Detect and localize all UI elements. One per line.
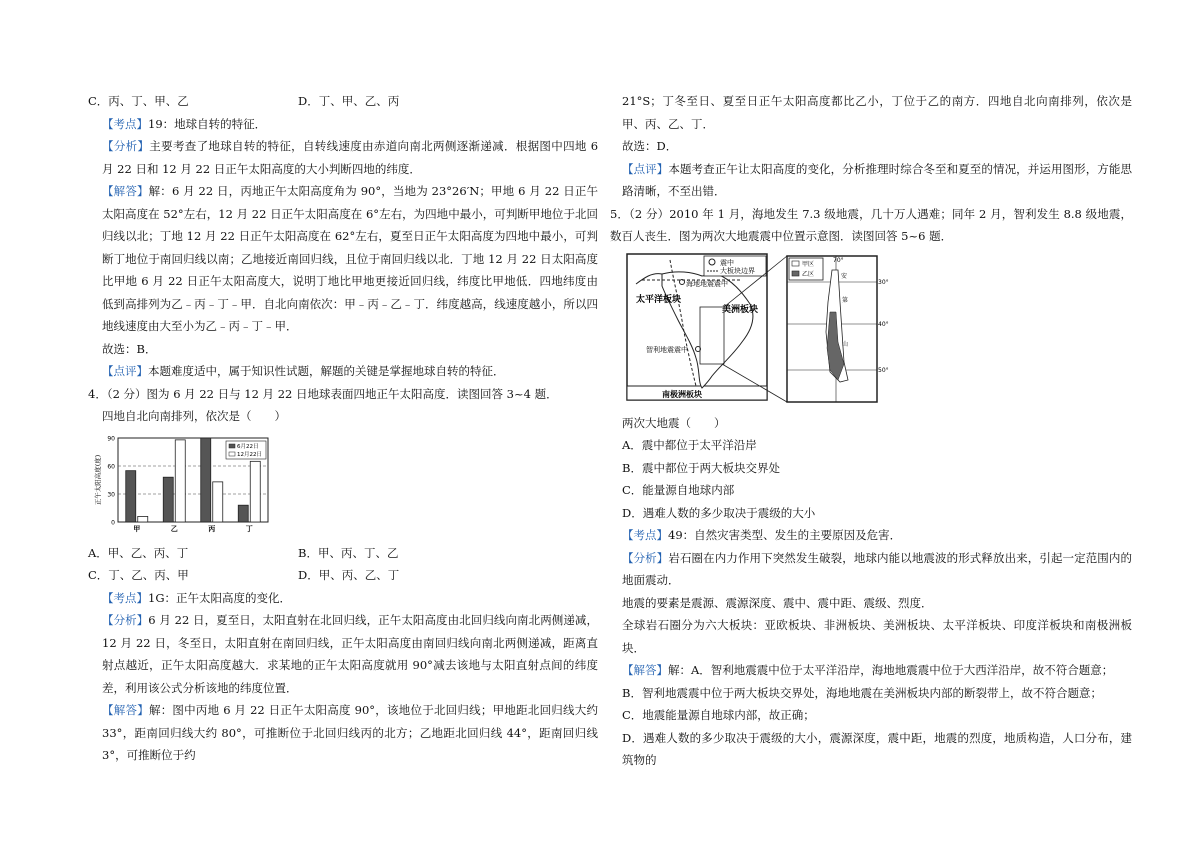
sun-height-chart xyxy=(88,432,598,538)
x-category-label: 甲 xyxy=(133,524,141,533)
q4-options-ab xyxy=(88,542,598,565)
bar-dec xyxy=(175,439,185,521)
q4-stem: 4．（2 分）图为 6 月 22 日与 12 月 22 日地球表面四地正午太阳高度．读图回答 3~4 题． xyxy=(88,386,558,401)
antarctic-plate-label: 南极洲板块 xyxy=(662,389,702,399)
fenxi-tag: 【分析】 xyxy=(102,613,149,627)
kaodian-text: 1G：正午太阳高度的变化． xyxy=(148,590,292,605)
zone-b-legend-icon xyxy=(792,271,799,276)
earthquake-map-svg xyxy=(622,252,982,406)
left-column xyxy=(88,90,598,767)
q4-subquestion: 四地自北向南排列，依次是（ ） xyxy=(102,409,286,423)
q3-option-c[interactable]: C．丙、丁、甲、乙 xyxy=(88,94,189,108)
legend-zone-a: 甲区 xyxy=(802,260,815,268)
dianping-text: 本题考查正午让太阳高度的变化，分析推理时综合冬至和夏至的情况，并运用图形，方能思路清晰，不至出错． xyxy=(622,161,1132,198)
q5-jieda-d: D．遇难人数的多少取决于震级的大小，震源深度，震中距，地震的烈度，地质构造，人口分布，建筑物的 xyxy=(622,730,1132,767)
dianping-tag: 【点评】 xyxy=(622,161,669,176)
y-tick-label: 0 xyxy=(111,519,115,526)
jieda-tag: 【解答】 xyxy=(622,663,668,677)
legend-swatch xyxy=(229,444,235,448)
y-axis-label: 正午太阳高度(度) xyxy=(94,454,102,505)
fenxi-tag: 【分析】 xyxy=(622,550,669,565)
x-category-label: 丁 xyxy=(245,524,253,533)
bar-june xyxy=(201,438,211,522)
q3-fenxi xyxy=(88,135,598,180)
fenxi-tag: 【分析】 xyxy=(102,139,150,153)
jieda-tag: 【解答】 xyxy=(102,703,149,717)
haiti-epicenter-label: 海地地震震中 xyxy=(686,279,728,288)
legend-zone-b: 乙区 xyxy=(802,270,815,278)
fenxi-text: 岩石圈在内力作用下突然发生破裂，地球内能以地震波的形式释放出来，引起一定范围内的地面震动． xyxy=(622,550,1132,587)
bar-june xyxy=(238,505,248,522)
lat-40-label: 40° xyxy=(878,320,889,328)
place-label-shan: 山 xyxy=(842,340,849,348)
place-label-an: 安 xyxy=(841,272,848,280)
kaodian-tag: 【考点】 xyxy=(102,116,148,131)
q4-option-a[interactable]: A．甲、乙、丙、丁 xyxy=(88,545,189,560)
bar-dec xyxy=(250,461,260,522)
place-label-di: 第 xyxy=(842,296,849,304)
fenxi-text: 主要考查了地球自转的特征，自转线速度由赤道向南北两侧逐渐递减．根据图中四地 6 月 22 日和 12 月 22 日正午太阳高度的大小判断四地的纬度． xyxy=(102,139,599,176)
q4-jieda xyxy=(88,699,598,767)
dianping-tag: 【点评】 xyxy=(102,364,148,378)
q5-option-d[interactable]: D．遇难人数的多少取决于震级的大小 xyxy=(622,505,816,520)
q4-options-cd xyxy=(88,564,598,587)
q4-jieda-continued: 21°S；丁冬至日、夏至日正午太阳高度都比乙小，丁位于乙的南方．四地自北向南排列，依次是甲、丙、乙、丁． xyxy=(622,94,1132,131)
jieda-text: 解：A．智利地震震中位于太平洋沿岸，海地地震震中位于大西洋沿岸，故不符合题意； xyxy=(668,663,1114,677)
q4-option-b[interactable]: B．甲、丙、丁、乙 xyxy=(298,545,399,560)
jieda-tag: 【解答】 xyxy=(102,184,149,198)
legend-entry: 6月22日 xyxy=(237,443,259,450)
lat-30-label: 30° xyxy=(878,278,889,286)
q5-fenxi xyxy=(622,547,1132,592)
x-category-label: 乙 xyxy=(170,524,178,533)
q4-option-d[interactable]: D．甲、丙、乙、丁 xyxy=(298,568,400,582)
lon-70-label: 70° xyxy=(833,256,844,264)
q5-subquestion: 两次大地震（ ） xyxy=(622,415,726,430)
q4-option-c[interactable]: C．丁、乙、丙、甲 xyxy=(88,568,189,582)
bar-dec xyxy=(138,516,148,522)
dianping-text: 本题难度适中，属于知识性试题，解题的关键是掌握地球自转的特征． xyxy=(148,364,505,378)
q5-option-c[interactable]: C．能量源自地球内部 xyxy=(622,483,735,497)
zone-a-legend-icon xyxy=(792,261,799,266)
q5-stem: 5．（2 分）2010 年 1 月，海地发生 7.3 级地震，几十万人遇难；同年 2 月，智利发生 8.8 级地震，数百人丧生．图为两次大地震震中位置示意图．读图回答 5~6 题． xyxy=(610,206,1132,243)
y-tick-label: 60 xyxy=(107,463,115,470)
pacific-label-text: 太平洋板块 xyxy=(636,294,682,305)
q4-answer: 故选：D． xyxy=(622,139,678,153)
earthquake-map xyxy=(622,252,1132,408)
kaodian-text: 19：地球自转的特征． xyxy=(148,116,267,131)
q3-options-cd xyxy=(88,90,598,113)
q4-dianping xyxy=(622,158,1132,203)
right-column xyxy=(610,90,1132,772)
chile-epicenter-label: 智利地震震中 xyxy=(646,345,688,354)
lat-50-label: 50° xyxy=(878,366,889,374)
q3-answer: 故选：B． xyxy=(102,341,157,356)
q3-dianping xyxy=(88,360,598,383)
q4-fenxi xyxy=(88,609,598,699)
legend-boundary: 大板块边界 xyxy=(720,266,755,275)
fenxi-text: 6 月 22 日，夏至日，太阳直射在北回归线，正午太阳高度由北回归线向南北两侧递减，12 月 22 日，冬至日，太阳直射在南回归线，正午太阳高度由南回归线向南北两侧递减，距离直射点越近，正午太阳高度越大．求某地的正午太阳高度就用 90°减去该地与太阳直射点间的纬度差，利用该公式分析该地的纬度位置． xyxy=(102,613,598,695)
kaodian-tag: 【考点】 xyxy=(622,528,668,542)
bar-june xyxy=(163,477,173,522)
q5-fenxi-plates: 全球岩石圈分为六大板块：亚欧板块、非洲板块、美洲板块、太平洋板块、印度洋板块和南极洲板块． xyxy=(622,618,1132,655)
jieda-text: 解：图中丙地 6 月 22 日正午太阳高度 90°，该地位于北回归线；甲地距北回归线大约 33°，距南回归线大约 80°，可推断位于北回归线丙的北方；乙地距北回归线 44°，距南回归线 3°，可推断位于约 xyxy=(102,703,599,762)
y-tick-label: 30 xyxy=(107,491,115,498)
legend-swatch xyxy=(229,452,235,456)
q5-jieda xyxy=(622,659,1132,682)
x-category-label: 丙 xyxy=(208,524,216,533)
q3-jieda xyxy=(88,180,598,338)
kaodian-tag: 【考点】 xyxy=(102,590,148,605)
q5-fenxi-elements: 地震的要素是震源、震源深度、震中、震中距、震级、烈度． xyxy=(622,595,933,610)
q5-jieda-b: B．智利地震震中位于两大板块交界处，海地地震在美洲板块内部的断裂带上，故不符合题意； xyxy=(622,685,1102,700)
bar-chart-svg xyxy=(88,432,288,536)
america-plate-label: 美洲板块 xyxy=(722,304,759,315)
legend-epicenter: 震中 xyxy=(720,258,734,267)
q3-option-d[interactable]: D．丁、甲、乙、丙 xyxy=(298,94,400,108)
q5-option-b[interactable]: B．震中都位于两大板块交界处 xyxy=(622,460,780,475)
y-tick-label: 90 xyxy=(107,435,115,442)
pacific-plate-label xyxy=(636,293,681,305)
bar-dec xyxy=(213,481,223,521)
q5-option-a[interactable]: A．震中都位于太平洋沿岸 xyxy=(622,438,757,452)
q5-kaodian xyxy=(622,524,1132,547)
legend-entry: 12月22日 xyxy=(237,451,262,458)
q3-kaodian xyxy=(88,113,598,136)
q5-jieda-c: C．地震能量源自地球内部，故正确； xyxy=(622,708,815,722)
q4-kaodian xyxy=(88,587,598,610)
kaodian-text: 49：自然灾害类型、发生的主要原因及危害． xyxy=(668,528,902,542)
bar-june xyxy=(126,470,136,521)
jieda-text: 解：6 月 22 日，丙地正午太阳高度角为 90°，当地为 23°26′N；甲地 6 月 22 日正午太阳高度在 52°左右，12 月 22 日正午太阳高度在 6°左右，为四地中最小，可判断甲地位于北回归线以北；丁地 12 月 22 日正午太阳高度在 62°左右，夏至日正午太阳高度为四地中最小，可判断丁地位于南回归线以南；乙地接近南回归线，且位于南回归线以北．丁地 12 月 22 日太阳高度比甲地 6 月 22 日正午太阳高度大，说明丁地比甲地更接近回归线，纬度比甲地低．四地纬度由低到高排列为乙﹣丙﹣丁﹣甲．自北向南依次：甲﹣丙﹣乙﹣丁．纬度越高，线速度越小，所以四地线速度由大至小为乙﹣丙﹣丁﹣甲． xyxy=(102,184,599,333)
